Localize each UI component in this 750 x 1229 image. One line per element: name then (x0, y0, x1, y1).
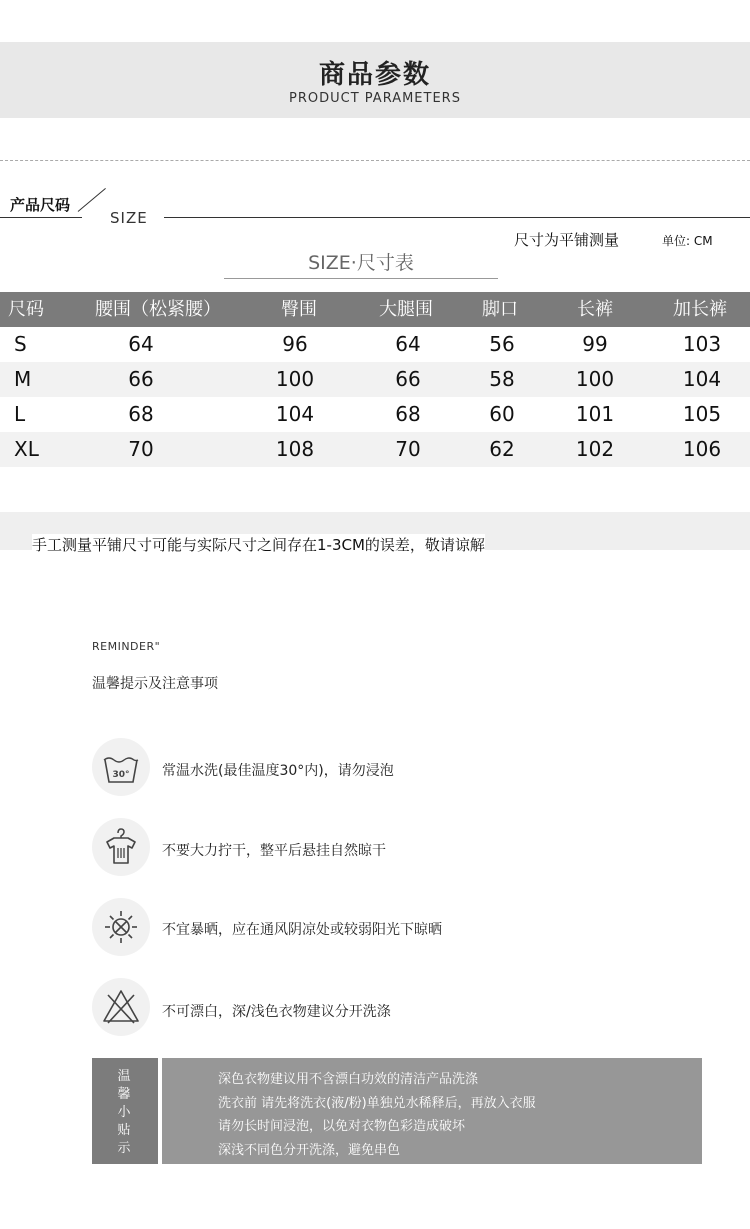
page-subtitle: PRODUCT PARAMETERS (289, 91, 461, 106)
table-row (0, 362, 750, 397)
table-cell: L (14, 402, 26, 426)
tip-line: 深浅不同色分开洗涤，避免串色 (218, 1143, 401, 1158)
table-cell: 104 (275, 402, 315, 426)
header-cell: 臀围 (281, 299, 317, 320)
size-underline-left (0, 217, 82, 218)
size-underline-right (164, 217, 750, 218)
table-cell: 104 (682, 367, 722, 391)
size-chart-title-underline (224, 278, 498, 279)
hang-dry-icon (92, 818, 150, 876)
table-cell: XL (14, 437, 39, 461)
svg-text:30°: 30° (112, 770, 130, 780)
tip-line: 洗衣前 请先将洗衣(液/粉)单独兑水稀释后，再放入衣服 (218, 1096, 536, 1111)
header-cell: 腰围（松紧腰） (95, 299, 221, 320)
table-cell: 100 (275, 367, 315, 391)
table-cell: 101 (575, 402, 615, 426)
header-cell: 脚口 (482, 299, 518, 320)
tips-label: 温馨小贴示 (117, 1069, 131, 1156)
tip-line: 深色衣物建议用不含漂白功效的清洁产品洗涤 (218, 1072, 479, 1087)
care-text-wash: 常温水洗(最佳温度30°内)，请勿浸泡 (162, 763, 394, 779)
header-cell: 加长裤 (673, 299, 727, 320)
table-cell: 64 (395, 332, 421, 356)
table-row (0, 327, 750, 362)
table-cell: M (14, 367, 32, 391)
table-cell: 60 (489, 402, 515, 426)
table-cell: 106 (682, 437, 722, 461)
reminder-title-cn: 温馨提示及注意事项 (92, 676, 218, 692)
table-cell: 70 (395, 437, 421, 461)
header-cell: 大腿围 (379, 299, 433, 320)
table-cell: 96 (282, 332, 308, 356)
table-cell: S (14, 332, 27, 356)
table-header-row (0, 292, 750, 327)
table-cell: 103 (682, 332, 722, 356)
header-cell: 尺码 (8, 299, 44, 320)
care-text-bleach: 不可漂白，深/浅色衣物建议分开洗涤 (162, 1004, 391, 1020)
dashed-divider (0, 160, 750, 161)
header-cell: 长裤 (577, 299, 613, 320)
tips-divider (158, 1058, 162, 1164)
no-bleach-icon (92, 978, 150, 1036)
wash-30-icon (92, 738, 150, 796)
care-text-sun: 不宜暴晒，应在通风阴凉处或较弱阳光下晾晒 (162, 922, 442, 938)
flat-measure-note: 尺寸为平铺测量 (514, 231, 620, 249)
page-title: 商品参数 (318, 60, 431, 90)
table-cell: 68 (395, 402, 421, 426)
table-cell: 66 (395, 367, 421, 391)
measurement-disclaimer: 手工测量平铺尺寸可能与实际尺寸之间存在1-3CM的误差，敬请谅解 (32, 534, 485, 564)
table-cell: 58 (489, 367, 515, 391)
size-slash (78, 188, 106, 212)
reminder-title-en: REMINDER" (92, 640, 161, 653)
unit-note: 单位: CM (662, 234, 713, 248)
table-cell: 100 (575, 367, 615, 391)
size-label-en: SIZE (110, 209, 148, 227)
table-cell: 102 (575, 437, 615, 461)
care-text-dry: 不要大力拧干，整平后悬挂自然晾干 (162, 843, 386, 859)
size-label-cn: 产品尺码 (10, 196, 71, 214)
no-sun-icon (92, 898, 150, 956)
table-cell: 66 (128, 367, 154, 391)
table-cell: 108 (275, 437, 315, 461)
table-row (0, 397, 750, 432)
table-cell: 64 (128, 332, 154, 356)
size-chart-title: SIZE·尺寸表 (308, 252, 414, 274)
table-cell: 56 (489, 332, 515, 356)
table-cell: 68 (128, 402, 154, 426)
tip-line: 请勿长时间浸泡，以免对衣物色彩造成破坏 (218, 1119, 466, 1134)
table-row (0, 432, 750, 467)
table-cell: 99 (582, 332, 608, 356)
table-cell: 62 (489, 437, 515, 461)
table-cell: 105 (682, 402, 722, 426)
table-cell: 70 (128, 437, 154, 461)
